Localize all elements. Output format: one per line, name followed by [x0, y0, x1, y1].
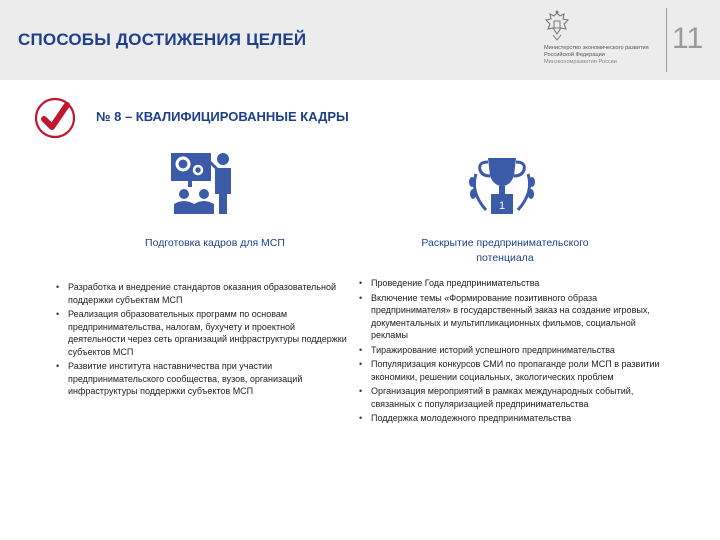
trophy-icon	[460, 152, 544, 220]
goal-title: № 8 – КВАЛИФИЦИРОВАННЫЕ КАДРЫ	[96, 109, 349, 124]
ministry-name	[544, 45, 664, 66]
right-heading-line-1: Раскрытие предпринимательского	[421, 237, 589, 249]
right-heading-line-2: потенциала	[476, 252, 534, 264]
left-column-heading: Подготовка кадров для МСП	[145, 237, 285, 249]
list-item: • Поддержка молодежного предпринимательства	[357, 412, 662, 425]
page-title: СПОСОБЫ ДОСТИЖЕНИЯ ЦЕЛЕЙ	[18, 30, 307, 49]
ministry-line-1: Министерство экономического развития	[544, 45, 649, 51]
list-item: • Развитие института наставничества при участии предпринимательского сообщества, вузов, организаций инфраструктуры поддержки субъектов МСП	[54, 360, 354, 398]
list-item: • Тиражирование историй успешного предпринимательства	[357, 344, 662, 357]
ministry-line-2: Российской Федерации	[544, 52, 605, 58]
page-number: 11	[672, 22, 704, 55]
svg-text:1: 1	[498, 200, 506, 212]
right-bullet-list	[357, 277, 662, 427]
list-item: • Популяризация конкурсов СМИ по пропаганде роли МСП в развитии экономики, решении социальных, экологических проблем	[357, 358, 662, 383]
header-divider	[666, 8, 667, 72]
checkmark-icon	[33, 96, 77, 140]
list-item: • Включение темы «Формирование позитивного образа предпринимателя» в государственный заказ на создание игровых, документальных и мультипликационных фильмов, социальной рекламы	[357, 292, 662, 342]
list-item: • Разработка и внедрение стандартов оказания образовательной поддержки субъектам МСП	[54, 281, 354, 306]
coat-of-arms-icon	[544, 10, 570, 42]
ministry-line-3: Минэкономразвития России	[544, 59, 617, 65]
teacher-presentation-icon	[168, 150, 242, 216]
list-item: • Проведение Года предпринимательства	[357, 277, 662, 290]
left-bullet-list	[54, 281, 354, 400]
list-item: • Реализация образовательных программ по основам предпринимательства, налогам, бухучету и проектной деятельности через сеть организаций инфраструктуры поддержки субъектов МСП	[54, 308, 354, 358]
header-bar	[0, 0, 720, 80]
right-column-heading	[380, 236, 630, 266]
list-item: • Организация мероприятий в рамках международных событий, связанных с популяризацией предпринимательства	[357, 385, 662, 410]
